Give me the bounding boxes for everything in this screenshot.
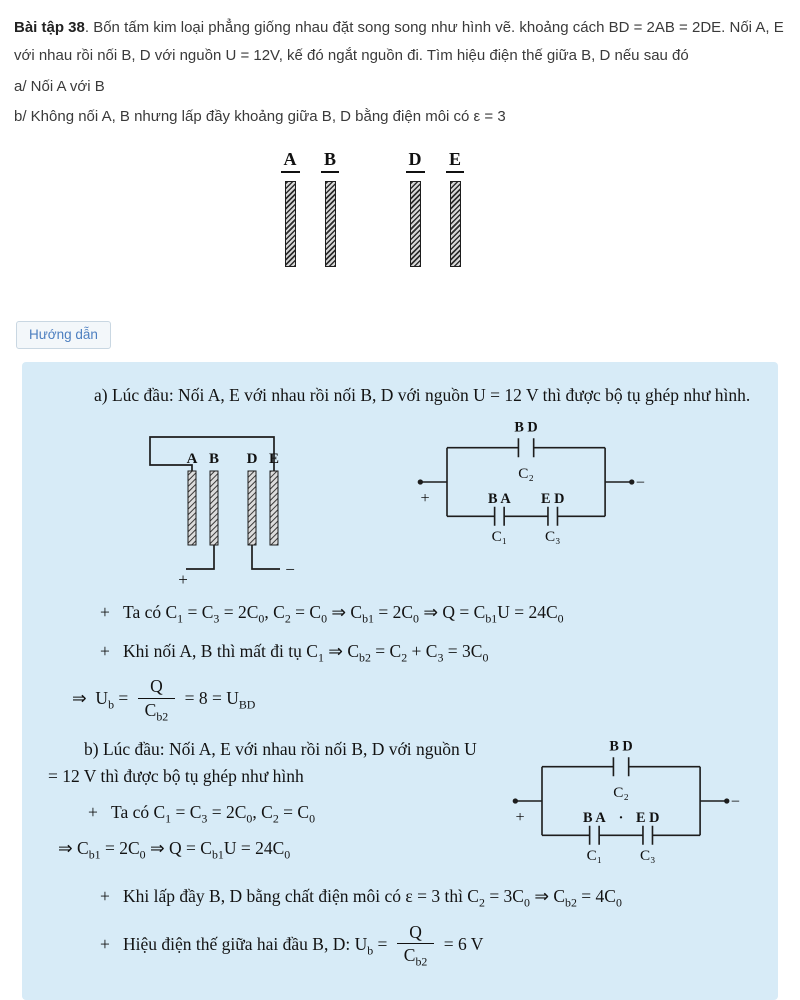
circuit-diagram-b [502,738,742,864]
capacitor-c1-symbol [590,826,600,845]
wiring-plus-label: + [178,569,188,589]
capacitor-c2-symbol [613,757,628,776]
capacitor-c3-symbol [548,507,558,526]
wiring-minus-label: − [285,559,295,579]
problem-part-a: a/ Nối A với B [14,77,105,95]
left-terminal-dot [513,799,518,804]
minus-terminal-label: − [730,792,740,811]
plate-label-a: A [281,150,300,173]
wire-d-terminal [252,545,280,569]
equation-a1: + Ta có $C_1 = C_3 = 2C_0$, $C_2 = C_0$ ⇒ $C_{b1} = 2C_0$ ⇒ $Q = C_{b1}U = 24C_0$ [100,601,564,626]
plate-bar-a [285,181,296,267]
problem-label: Bài tập 38 [14,19,85,36]
equation-b4: + Hiệu điện thế giữa hai đầu B, D: $U_b$ = $\frac{Q}{C_{b2}}$ = 6 V [100,921,484,969]
plate-unit-e [442,150,468,267]
plates-wiring-diagram [136,419,341,589]
wiring-label-a: A [186,450,198,467]
plate-unit-a [277,150,303,267]
solution-part-b-figure [502,734,742,869]
wiring-label-d: D [246,450,258,467]
wiring-label-b: B [208,450,220,467]
cap1-label: C₁ [491,527,508,545]
solution-part-b-row [48,734,752,873]
node-label-bd: B D [514,419,538,436]
problem-part-b: b/ Không nối A, B nhưng lấp đầy khoảng giữa B, D bằng điện môi có ε = 3 [14,107,506,125]
solution-panel [22,362,778,1000]
cap2-label: C₂ [613,784,629,802]
plate-label-b: B [321,150,339,173]
plate-bar-b [325,181,336,267]
capacitor-c3-symbol [643,826,653,845]
solution-part-b-text [48,734,488,873]
solution-para-b: b) Lúc đầu: Nối A, E với nhau rồi nối B, D với nguồn U = 12 V thì được bộ tụ ghép như hình [48,739,477,787]
node-label-ba: B A [488,490,511,507]
problem-statement [14,14,786,70]
plus-terminal-label: + [420,488,430,507]
problem-text: . Bốn tấm kim loại phẳng giống nhau đặt song song như hình vẽ. khoảng cách BD = 2AB = 2DE. Nối A, E với nhau rồi nối B, D với nguồn U = 12V, kế đó ngắt nguồn đi. Tìm hiệu điện thế giữa B, D nếu sau đó [14,19,784,64]
node-label-ed: E D [541,490,565,507]
plates-figure [277,150,786,267]
circuit-diagram-a [407,419,647,545]
cap3-label: C₃ [639,847,656,865]
equation-b2: ⇒ $C_{b1} = 2C_0$ ⇒ $Q = C_{b1}U = 24C_0$ [58,838,291,862]
equation-a3: ⇒ $U_b$ = $\frac{Q}{C_{b2}}$ = $8 = U_{BD}$ [72,676,256,724]
cap2-label: C₂ [518,465,534,483]
wiring-plates [188,471,278,545]
capacitor-c1-symbol [495,507,505,526]
node-label-bd: B D [609,738,633,755]
right-terminal-dot [724,799,729,804]
plate-unit-d [402,150,428,267]
equation-b3: + Khi lấp đầy B, D bằng chất điện môi có ε = 3 thì $C_2 = 3C_0$ ⇒ $C_{b2} = 4C_0$ [100,886,622,910]
solution-para-a: a) Lúc đầu: Nối A, E với nhau rồi nối B, D với nguồn U = 12 V thì được bộ tụ ghép như hình. [94,384,751,405]
plate-bar-d [410,181,421,267]
solution-figures-row [136,419,752,589]
plate-unit-b [317,150,343,267]
guide-button[interactable]: Hướng dẫn [16,321,111,349]
cap3-label: C₃ [544,527,561,545]
wire-b-terminal [186,545,214,569]
node-label-ed: E D [636,810,660,827]
plus-terminal-label: + [515,808,525,827]
left-terminal-dot [418,479,423,484]
plate-label-e: E [446,150,464,173]
node-mid-dot: · [618,810,624,827]
plate-label-d: D [406,150,425,173]
plate-bar-e [450,181,461,267]
equation-b1: + Ta có $C_1 = C_3 = 2C_0$, $C_2 = C_0$ [88,801,316,826]
right-terminal-dot [629,479,634,484]
wiring-label-e: E [268,450,280,467]
minus-terminal-label: − [635,473,645,492]
node-label-ba: B A [583,810,606,827]
equation-a2: + Khi nối A, B thì mất đi tụ $C_1$ ⇒ $C_{b2} = C_2 + C_3 = 3C_0$ [100,640,489,665]
cap1-label: C₁ [586,847,603,865]
capacitor-c2-symbol [518,438,533,457]
